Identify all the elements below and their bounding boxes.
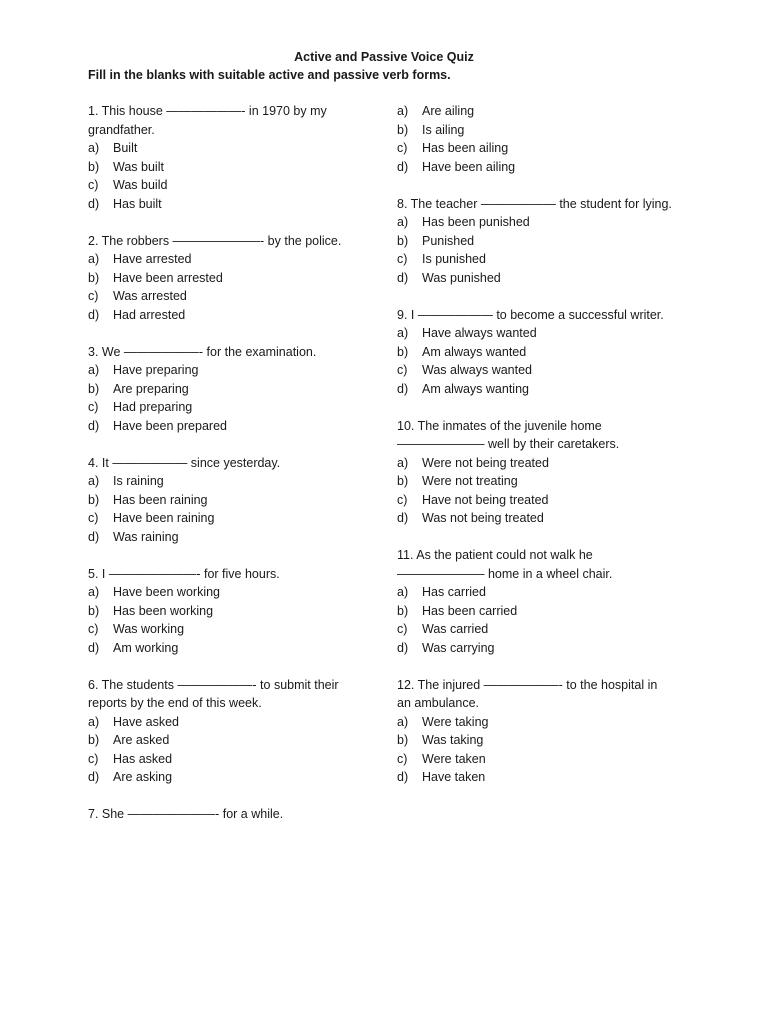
- option-letter: a): [397, 215, 409, 229]
- option-text: Were taken: [422, 751, 486, 766]
- answer-option: [88, 509, 363, 528]
- option-letter: b): [397, 122, 409, 137]
- option-letter: c): [397, 363, 408, 377]
- answer-option: [88, 361, 363, 380]
- answer-option: [397, 602, 672, 621]
- question-block: [397, 102, 672, 176]
- question-block: [88, 232, 363, 325]
- option-letter: d): [88, 770, 100, 784]
- option-letter: b): [88, 381, 100, 396]
- option-letter: c): [88, 751, 99, 766]
- option-text: Was punished: [422, 270, 501, 285]
- option-text: Was built: [113, 159, 164, 174]
- option-letter: a): [397, 585, 409, 599]
- option-text: Have arrested: [113, 252, 192, 266]
- option-text: Was build: [113, 178, 168, 192]
- option-letter: d): [88, 307, 100, 322]
- question-stem: 6. The students ——————- to submit their reports by the end of this week.: [88, 677, 339, 710]
- left-column: [88, 102, 363, 842]
- question-stem: 9. I —————— to become a successful writer.: [397, 307, 664, 322]
- option-text: Has been carried: [422, 603, 518, 618]
- answer-option: [397, 454, 672, 473]
- answer-option: [397, 250, 672, 269]
- answer-option: [397, 324, 672, 343]
- option-text: Was carried: [422, 622, 489, 636]
- question-block: [88, 102, 363, 213]
- answer-option: [397, 361, 672, 380]
- option-text: Were taking: [422, 714, 489, 729]
- quiz-title: Active and Passive Voice Quiz: [294, 50, 474, 64]
- question-stem: 11. As the patient could not walk he ——————— home in a wheel chair.: [397, 548, 613, 581]
- question-block: [397, 676, 672, 787]
- question-block: [397, 546, 672, 657]
- answer-option: [88, 639, 363, 658]
- answer-option: [397, 102, 672, 121]
- option-text: Have been arrested: [113, 270, 223, 285]
- question-stem: 8. The teacher —————— the student for lying.: [397, 196, 672, 211]
- answer-option: [397, 121, 672, 140]
- option-letter: b): [397, 733, 409, 747]
- answer-option: [397, 380, 672, 399]
- option-text: Was taking: [422, 733, 484, 747]
- option-text: Are ailing: [422, 104, 475, 118]
- option-letter: b): [88, 733, 100, 747]
- question-stem: 10. The inmates of the juvenile home ——————— well by their caretakers.: [397, 418, 620, 451]
- option-text: Had preparing: [113, 400, 193, 414]
- option-text: Was not being treated: [422, 511, 544, 525]
- option-text: Was always wanted: [422, 363, 532, 377]
- question-block: [88, 565, 363, 658]
- option-letter: c): [397, 492, 408, 507]
- question-block: [397, 417, 672, 528]
- option-text: Has been punished: [422, 215, 530, 229]
- option-letter: a): [88, 141, 100, 155]
- quiz-instructions: Fill in the blanks with suitable active and passive verb forms.: [88, 68, 451, 82]
- option-letter: c): [88, 622, 99, 636]
- answer-option: [88, 306, 363, 325]
- option-text: Had arrested: [113, 307, 186, 322]
- option-letter: a): [397, 714, 409, 729]
- option-letter: a): [88, 714, 100, 729]
- answer-option: [397, 232, 672, 251]
- question-block: [397, 306, 672, 399]
- option-text: Have preparing: [113, 363, 199, 377]
- option-text: Have been raining: [113, 511, 215, 525]
- option-letter: a): [397, 326, 409, 340]
- option-text: Punished: [422, 233, 475, 248]
- option-text: Has asked: [113, 751, 173, 766]
- answer-option: [88, 269, 363, 288]
- answer-option: [88, 398, 363, 417]
- option-letter: b): [88, 492, 100, 507]
- option-letter: d): [88, 196, 100, 211]
- question-stem: 7. She ———————- for a while.: [88, 807, 284, 821]
- option-text: Are asking: [113, 770, 173, 784]
- option-text: Built: [113, 141, 138, 155]
- option-letter: d): [88, 418, 100, 433]
- option-letter: b): [397, 344, 409, 359]
- answer-option: [397, 768, 672, 787]
- answer-option: [88, 250, 363, 269]
- answer-option: [88, 602, 363, 621]
- answer-option: [88, 768, 363, 787]
- option-letter: d): [397, 381, 409, 396]
- option-text: Am working: [113, 640, 179, 655]
- option-letter: b): [397, 233, 409, 248]
- option-letter: d): [397, 770, 409, 784]
- option-text: Was working: [113, 622, 185, 636]
- answer-option: [88, 713, 363, 732]
- answer-option: [88, 472, 363, 491]
- answer-option: [397, 731, 672, 750]
- option-text: Have taken: [422, 770, 486, 784]
- answer-option: [88, 176, 363, 195]
- answer-option: [397, 213, 672, 232]
- question-block: [88, 805, 363, 824]
- answer-option: [88, 380, 363, 399]
- answer-option: [397, 750, 672, 769]
- answer-option: [88, 195, 363, 214]
- answer-option: [88, 731, 363, 750]
- option-text: Was carrying: [422, 640, 495, 655]
- question-stem: 4. It —————— since yesterday.: [88, 455, 281, 470]
- answer-option: [397, 472, 672, 491]
- option-text: Is raining: [113, 474, 164, 488]
- option-letter: a): [397, 104, 409, 118]
- option-text: Has carried: [422, 585, 486, 599]
- option-letter: b): [88, 270, 100, 285]
- option-text: Was arrested: [113, 289, 187, 303]
- option-letter: a): [397, 455, 409, 470]
- question-block: [88, 343, 363, 436]
- answer-option: [88, 583, 363, 602]
- answer-option: [397, 158, 672, 177]
- question-stem: 2. The robbers ———————- by the police.: [88, 233, 342, 248]
- option-text: Has been raining: [113, 492, 208, 507]
- option-letter: b): [397, 474, 409, 488]
- answer-option: [397, 620, 672, 639]
- option-text: Am always wanted: [422, 344, 527, 359]
- option-letter: d): [88, 640, 100, 655]
- option-letter: b): [88, 603, 100, 618]
- option-letter: d): [397, 640, 409, 655]
- option-text: Was raining: [113, 529, 179, 544]
- answer-option: [88, 139, 363, 158]
- option-letter: d): [397, 511, 409, 525]
- question-block: [88, 454, 363, 547]
- answer-option: [397, 269, 672, 288]
- question-block: [397, 195, 672, 288]
- option-text: Has been working: [113, 603, 214, 618]
- answer-option: [397, 509, 672, 528]
- option-text: Have asked: [113, 714, 180, 729]
- option-letter: d): [397, 159, 409, 174]
- option-letter: c): [88, 400, 99, 414]
- option-text: Were not treating: [422, 474, 518, 488]
- option-text: Are asked: [113, 733, 170, 747]
- question-stem: 1. This house ——————- in 1970 by my grandfather.: [88, 104, 327, 137]
- question-block: [88, 676, 363, 787]
- option-letter: b): [88, 159, 100, 174]
- option-text: Is punished: [422, 252, 486, 266]
- answer-option: [397, 491, 672, 510]
- option-text: Have been prepared: [113, 418, 227, 433]
- answer-option: [88, 287, 363, 306]
- option-letter: d): [88, 529, 100, 544]
- option-letter: c): [397, 252, 408, 266]
- answer-option: [88, 620, 363, 639]
- option-letter: c): [397, 751, 408, 766]
- option-text: Have been working: [113, 585, 221, 599]
- option-letter: d): [397, 270, 409, 285]
- option-text: Is ailing: [422, 122, 465, 137]
- option-text: Have not being treated: [422, 492, 549, 507]
- answer-option: [397, 139, 672, 158]
- answer-option: [88, 750, 363, 769]
- option-letter: c): [397, 622, 408, 636]
- option-text: Has built: [113, 196, 162, 211]
- option-text: Has been ailing: [422, 141, 509, 155]
- answer-option: [88, 158, 363, 177]
- answer-option: [397, 713, 672, 732]
- answer-option: [397, 343, 672, 362]
- option-letter: c): [88, 178, 99, 192]
- answer-option: [88, 491, 363, 510]
- question-stem: 12. The injured ——————- to the hospital in an ambulance.: [397, 677, 658, 710]
- option-letter: b): [397, 603, 409, 618]
- option-text: Have always wanted: [422, 326, 537, 340]
- option-letter: a): [88, 474, 100, 488]
- answer-option: [88, 417, 363, 436]
- option-letter: c): [88, 511, 99, 525]
- option-text: Are preparing: [113, 381, 189, 396]
- option-text: Were not being treated: [422, 455, 549, 470]
- question-stem: 3. We ——————- for the examination.: [88, 344, 317, 359]
- option-text: Am always wanting: [422, 381, 529, 396]
- right-column: [397, 102, 672, 805]
- option-letter: a): [88, 363, 100, 377]
- option-letter: a): [88, 585, 100, 599]
- question-stem: 5. I ———————- for five hours.: [88, 566, 280, 581]
- option-letter: c): [397, 141, 408, 155]
- option-letter: c): [88, 289, 99, 303]
- answer-option: [88, 528, 363, 547]
- option-text: Have been ailing: [422, 159, 516, 174]
- answer-option: [397, 639, 672, 658]
- option-letter: a): [88, 252, 100, 266]
- answer-option: [397, 583, 672, 602]
